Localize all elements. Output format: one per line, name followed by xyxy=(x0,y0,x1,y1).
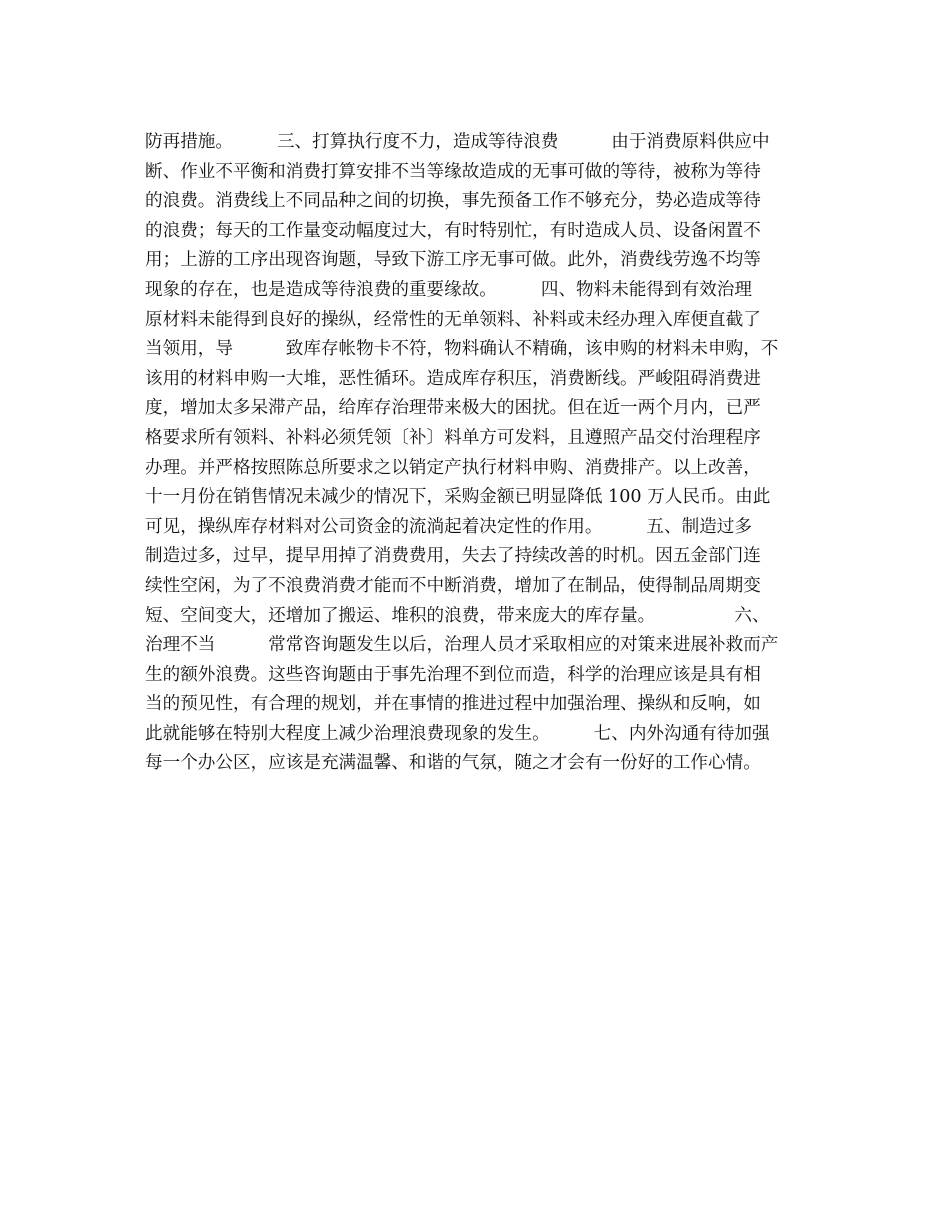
text-line: 生的额外浪费。这些咨询题由于事先治理不到位而造，科学的治理应该是具有相 xyxy=(145,664,761,685)
text-line: 制造过多，过早，提早用掉了消费费用，失去了持续改善的时机。因五金部门连 xyxy=(145,546,761,567)
text-line: 该用的材料申购一大堆，恶性循环。造成库存积压，消费断线。严峻阻碍消费进 xyxy=(145,368,761,389)
text-line: 防再措施。 三、打算执行度不力，造成等待浪费 由于消费原料供应中 xyxy=(145,132,770,152)
text-line: 断、作业不平衡和消费打算安排不当等缘故造成的无事可做的等待，被称为等待 xyxy=(145,161,761,182)
text-line: 的浪费。消费线上不同品种之间的切换，事先预备工作不够充分，势必造成等待 xyxy=(145,191,761,212)
text-line: 办理。并严格按照陈总所要求之以销定产执行材料申购、消费排产。以上改善， xyxy=(145,457,761,478)
text-line: 短、空间变大，还增加了搬运、堆积的浪费，带来庞大的库存量。 六、 xyxy=(145,605,770,626)
text-line: 每一个办公区，应该是充满温馨、和谐的气氛，随之才会有一份好的工作心情。 xyxy=(145,753,761,774)
text-line: 原材料未能得到良好的操纵，经常性的无单领料、补料或未经办理入库便直截了 xyxy=(145,309,761,330)
text-line: 十一月份在销售情况未减少的情况下，采购金额已明显降低 100 万人民币。由此 xyxy=(145,487,771,508)
text-line: 治理不当 常常咨询题发生以后，治理人员才采取相应的对策来进展补救而产 xyxy=(145,635,779,656)
text-line: 的浪费；每天的工作量变动幅度过大，有时特别忙，有时造成人员、设备闲置不 xyxy=(145,220,761,241)
text-line: 续性空闲，为了不浪费消费才能而不中断消费，增加了在制品，使得制品周期变 xyxy=(145,575,761,596)
text-line: 可见，操纵库存材料对公司资金的流淌起着决定性的作用。 五、制造过多 xyxy=(145,516,752,537)
text-line: 当领用，导 致库存帐物卡不符，物料确认不精确，该申购的材料未申购，不 xyxy=(145,339,779,360)
text-line: 当的预见性，有合理的规划，并在事情的推进过程中加强治理、操纵和反响，如 xyxy=(145,694,761,715)
body-text xyxy=(145,128,815,779)
text-line: 此就能够在特别大程度上减少治理浪费现象的发生。 七、内外沟通有待加强 xyxy=(145,723,770,744)
text-line: 格要求所有领料、补料必须凭领〔补〕料单方可发料，且遵照产品交付治理程序 xyxy=(145,427,761,448)
text-line: 现象的存在，也是造成等待浪费的重要缘故。 四、物料未能得到有效治理 xyxy=(145,279,752,300)
text-line: 度，增加太多呆滞产品，给库存治理带来极大的困扰。但在近一两个月内，已严 xyxy=(145,398,761,419)
text-line: 用；上游的工序出现咨询题，导致下游工序无事可做。此外，消费线劳逸不均等 xyxy=(145,250,761,271)
